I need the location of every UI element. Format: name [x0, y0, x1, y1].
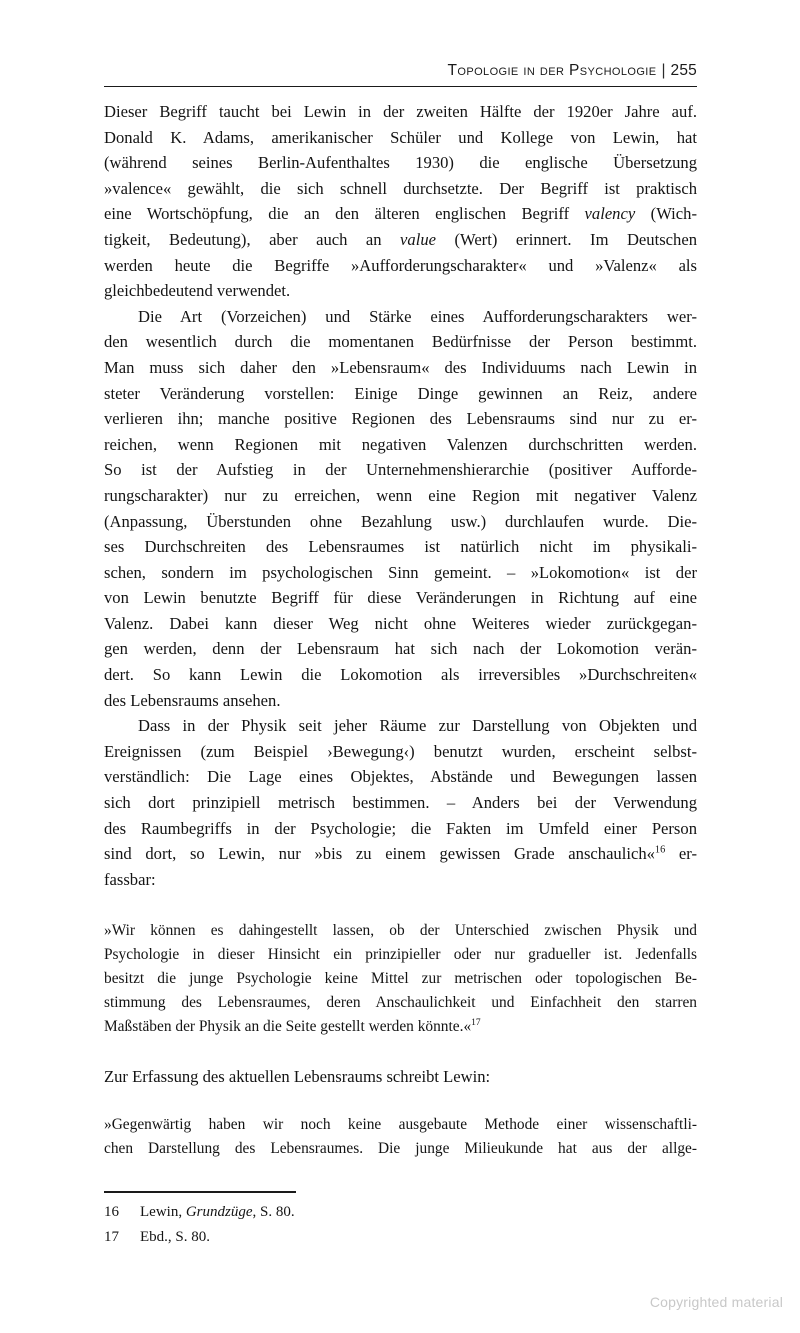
- text-line: Maßstäben der Physik an die Seite gestellt werden könnte.«$^{17}$: [104, 1017, 481, 1036]
- footnote-text: Ebd., S. 80.: [140, 1228, 211, 1245]
- body-text: [104, 99, 697, 1161]
- text-line: Ereignissen (zum Beispiel ›Bewegung‹) benutzt wurden, erscheint selbst-: [104, 741, 697, 761]
- text-line: Zur Erfassung des aktuellen Lebensraums schreibt Lewin:: [104, 1067, 491, 1087]
- text-line: »Wir können es dahingestellt lassen, ob der Unterschied zwischen Physik und: [104, 922, 697, 940]
- text-line: Dass in der Physik seit jeher Räume zur Darstellung von Objekten und: [138, 716, 697, 736]
- text-line: von Lewin benutzte Begriff für diese Veränderungen in Richtung auf eine: [104, 588, 697, 608]
- text-line: fassbar:: [104, 869, 156, 889]
- block-quote: [104, 919, 697, 1039]
- footnote: [104, 1200, 697, 1225]
- footnote-text: Lewin, Grundzüge, S. 80.: [140, 1203, 295, 1220]
- paragraph: [104, 304, 697, 714]
- text-line: des Raumbegriffs in der Psychologie; die Fakten im Umfeld einer Person: [104, 818, 697, 838]
- page-number: 255: [670, 62, 697, 79]
- text-line: stimmung des Lebensraumes, deren Anschaulichkeit und Einfachheit den starren: [104, 994, 697, 1012]
- copyright-watermark: Copyrighted material: [649, 1294, 783, 1310]
- text-line: werden heute die Begriffe »Aufforderungscharakter« und »Valenz« als: [104, 255, 697, 275]
- footnote-number: 17: [104, 1228, 119, 1245]
- text-line: Donald K. Adams, amerikanischer Schüler und Kollege von Lewin, hat: [104, 127, 697, 147]
- text-line: So ist der Aufstieg in der Unternehmenshierarchie (positiver Aufforde-: [104, 460, 697, 480]
- text-line: Dieser Begriff taucht bei Lewin in der zweiten Hälfte der 1920er Jahre auf.: [104, 102, 697, 121]
- text-line: rungscharakter) nur zu erreichen, wenn eine Region mit negativer Valenz: [104, 485, 697, 505]
- text-line: (Anpassung, Überstunden ohne Bezahlung usw.) durchlaufen wurde. Die-: [104, 511, 697, 531]
- block-quote: [104, 1113, 697, 1161]
- footnotes-list: [104, 1200, 697, 1250]
- text-line: ses Durchschreiten des Lebensraumes ist natürlich nicht im physikali-: [104, 537, 697, 557]
- text-line: Die Art (Vorzeichen) und Stärke eines Aufforderungscharakters wer-: [138, 306, 697, 326]
- running-header: [104, 62, 697, 80]
- text-line: verlieren ihn; manche positive Regionen des Lebensraums sind nur zu er-: [104, 409, 697, 429]
- text-line: gen werden, denn der Lebensraum hat sich nach der Lokomotion verän-: [104, 639, 697, 659]
- text-line: des Lebensraums ansehen.: [104, 690, 281, 710]
- text-line: »valence« gewählt, die sich schnell durchsetzte. Der Begriff ist praktisch: [104, 178, 697, 198]
- text-line: verständlich: Die Lage eines Objektes, Abstände und Bewegungen lassen: [104, 767, 697, 787]
- text-line: (während seines Berlin-Aufenthaltes 1930) die englische Übersetzung: [104, 153, 697, 173]
- text-line: »Gegenwärtig haben wir noch keine ausgebaute Methode einer wissenschaftli-: [104, 1116, 697, 1133]
- footnote: [104, 1225, 697, 1250]
- text-line: schen, sondern im psychologischen Sinn gemeint. – »Lokomotion« ist der: [104, 562, 697, 582]
- text-line: den wesentlich durch die momentanen Bedürfnisse der Person bestimmt.: [104, 332, 697, 352]
- running-header-separator: |: [661, 62, 666, 79]
- text-line: chen Darstellung des Lebensraumes. Die junge Milieukunde hat aus der allge-: [104, 1140, 697, 1157]
- text-line: Psychologie in dieser Hinsicht ein prinzipieller oder nur gradueller ist. Jedenfalls: [104, 946, 697, 964]
- running-header-title: Topologie in der Psychologie: [447, 62, 657, 79]
- footnote-number: 16: [104, 1203, 119, 1220]
- paragraph: [104, 1064, 697, 1090]
- header-rule: [104, 86, 697, 87]
- text-line: besitzt die junge Psychologie keine Mittel zur metrischen oder topologischen Be-: [104, 970, 697, 988]
- text-line: sind dort, so Lewin, nur »bis zu einem gewissen Grade anschaulich«$^{16}$ er-: [104, 844, 697, 864]
- paragraph: [104, 713, 697, 892]
- text-line: steter Veränderung vorstellen: Einige Dinge gewinnen an Reiz, andere: [104, 383, 697, 403]
- text-line: eine Wortschöpfung, die an den älteren englischen Begriff valency (Wich-: [104, 204, 697, 224]
- paragraph: [104, 99, 697, 304]
- text-line: Man muss sich daher den »Lebensraum« des Individuums nach Lewin in: [104, 357, 697, 377]
- text-line: reichen, wenn Regionen mit negativen Valenzen durchschritten werden.: [104, 434, 697, 454]
- text-line: tigkeit, Bedeutung), aber auch an value (Wert) erinnert. Im Deutschen: [104, 229, 697, 249]
- text-line: Valenz. Dabei kann dieser Weg nicht ohne Weiteres wieder zurückgegan-: [104, 613, 697, 633]
- text-line: sich dort prinzipiell metrisch bestimmen. – Anders bei der Verwendung: [104, 793, 697, 813]
- footnotes-section: [104, 1191, 697, 1250]
- footnote-separator-rule: [104, 1191, 296, 1193]
- text-line: dert. So kann Lewin die Lokomotion als irreversibles »Durchschreiten«: [104, 665, 697, 685]
- text-line: gleichbedeutend verwendet.: [104, 281, 291, 301]
